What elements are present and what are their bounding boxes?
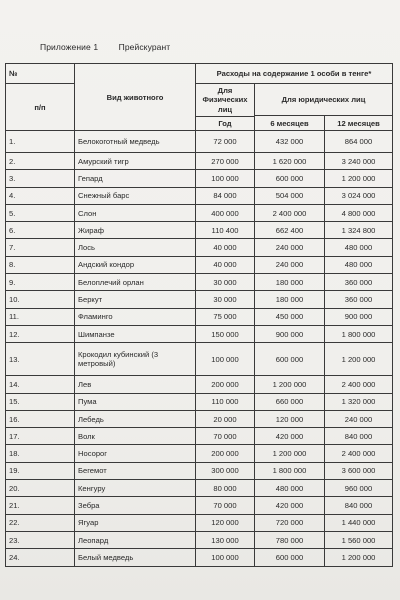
cost-individual-year: 100 000 <box>196 549 255 566</box>
cost-legal-12-months: 1 560 000 <box>325 531 393 548</box>
table-row <box>6 325 393 342</box>
row-number: 1. <box>6 131 75 153</box>
table-row <box>6 131 393 153</box>
animal-name: Белоплечий орлан <box>75 274 196 291</box>
header-number-top: № <box>6 64 75 84</box>
cost-legal-12-months: 900 000 <box>325 308 393 325</box>
cost-legal-6-months: 420 000 <box>255 428 325 445</box>
cost-individual-year: 200 000 <box>196 445 255 462</box>
cost-legal-6-months: 600 000 <box>255 549 325 566</box>
table-row <box>6 480 393 497</box>
animal-name: Беркут <box>75 291 196 308</box>
animal-name: Крокодил кубинский (3 метровый) <box>75 343 196 376</box>
cost-individual-year: 150 000 <box>196 325 255 342</box>
row-number: 23. <box>6 531 75 548</box>
animal-name: Ягуар <box>75 514 196 531</box>
cost-individual-year: 70 000 <box>196 497 255 514</box>
animal-name: Амурский тигр <box>75 153 196 170</box>
cost-individual-year: 300 000 <box>196 462 255 479</box>
table-row <box>6 256 393 273</box>
cost-individual-year: 120 000 <box>196 514 255 531</box>
row-number: 21. <box>6 497 75 514</box>
cost-legal-12-months: 2 400 000 <box>325 376 393 393</box>
animal-name: Шимпанзе <box>75 325 196 342</box>
cost-legal-12-months: 960 000 <box>325 480 393 497</box>
cost-individual-year: 110 400 <box>196 222 255 239</box>
row-number: 2. <box>6 153 75 170</box>
cost-individual-year: 75 000 <box>196 308 255 325</box>
price-table <box>5 63 393 567</box>
cost-legal-12-months: 1 320 000 <box>325 393 393 410</box>
cost-legal-6-months: 180 000 <box>255 291 325 308</box>
cost-legal-12-months: 3 240 000 <box>325 153 393 170</box>
row-number: 16. <box>6 410 75 427</box>
table-row <box>6 514 393 531</box>
cost-legal-6-months: 480 000 <box>255 480 325 497</box>
header-number-bottom: п/п <box>6 84 75 131</box>
animal-name: Волк <box>75 428 196 445</box>
table-row <box>6 204 393 221</box>
cost-legal-6-months: 1 200 000 <box>255 445 325 462</box>
animal-name: Лебедь <box>75 410 196 427</box>
row-number: 8. <box>6 256 75 273</box>
cost-individual-year: 110 000 <box>196 393 255 410</box>
cost-legal-6-months: 1 200 000 <box>255 376 325 393</box>
cost-legal-12-months: 480 000 <box>325 256 393 273</box>
row-number: 24. <box>6 549 75 566</box>
cost-individual-year: 20 000 <box>196 410 255 427</box>
cost-legal-12-months: 240 000 <box>325 410 393 427</box>
table-row <box>6 222 393 239</box>
table-row <box>6 291 393 308</box>
row-number: 20. <box>6 480 75 497</box>
cost-legal-12-months: 1 200 000 <box>325 170 393 187</box>
cost-legal-6-months: 1 620 000 <box>255 153 325 170</box>
cost-legal-12-months: 840 000 <box>325 428 393 445</box>
header-expenses: Расходы на содержание 1 особи в тенге* <box>196 64 393 84</box>
header-animal: Вид животного <box>75 64 196 131</box>
table-row <box>6 170 393 187</box>
cost-legal-12-months: 4 800 000 <box>325 204 393 221</box>
cost-individual-year: 130 000 <box>196 531 255 548</box>
row-number: 17. <box>6 428 75 445</box>
cost-legal-6-months: 450 000 <box>255 308 325 325</box>
header-individuals: Для Физических лиц <box>196 84 255 117</box>
header-year: Год <box>196 117 255 131</box>
table-row <box>6 239 393 256</box>
animal-name: Белый медведь <box>75 549 196 566</box>
cost-legal-12-months: 3 600 000 <box>325 462 393 479</box>
table-row <box>6 445 393 462</box>
cost-legal-12-months: 864 000 <box>325 131 393 153</box>
animal-name: Снежный барс <box>75 187 196 204</box>
cost-legal-12-months: 1 324 800 <box>325 222 393 239</box>
header-six-months: 6 месяцев <box>255 116 325 131</box>
row-number: 13. <box>6 343 75 376</box>
table-row <box>6 343 393 376</box>
cost-legal-12-months: 2 400 000 <box>325 445 393 462</box>
cost-legal-6-months: 420 000 <box>255 497 325 514</box>
row-number: 9. <box>6 274 75 291</box>
animal-name: Пума <box>75 393 196 410</box>
table-row <box>6 410 393 427</box>
cost-individual-year: 40 000 <box>196 239 255 256</box>
cost-legal-12-months: 1 440 000 <box>325 514 393 531</box>
cost-individual-year: 100 000 <box>196 343 255 376</box>
table-row <box>6 187 393 204</box>
cost-individual-year: 200 000 <box>196 376 255 393</box>
cost-legal-6-months: 600 000 <box>255 343 325 376</box>
table-row <box>6 153 393 170</box>
cost-legal-6-months: 240 000 <box>255 239 325 256</box>
cost-legal-6-months: 2 400 000 <box>255 204 325 221</box>
animal-name: Жираф <box>75 222 196 239</box>
animal-name: Лось <box>75 239 196 256</box>
row-number: 11. <box>6 308 75 325</box>
animal-name: Слон <box>75 204 196 221</box>
row-number: 22. <box>6 514 75 531</box>
cost-legal-6-months: 662 400 <box>255 222 325 239</box>
cost-legal-6-months: 1 800 000 <box>255 462 325 479</box>
table-row <box>6 462 393 479</box>
table-row <box>6 274 393 291</box>
cost-legal-6-months: 120 000 <box>255 410 325 427</box>
header-twelve-months: 12 месяцев <box>325 116 393 131</box>
row-number: 6. <box>6 222 75 239</box>
cost-legal-12-months: 480 000 <box>325 239 393 256</box>
cost-individual-year: 72 000 <box>196 131 255 153</box>
table-row <box>6 531 393 548</box>
row-number: 4. <box>6 187 75 204</box>
cost-individual-year: 30 000 <box>196 291 255 308</box>
cost-individual-year: 80 000 <box>196 480 255 497</box>
cost-individual-year: 84 000 <box>196 187 255 204</box>
cost-legal-12-months: 360 000 <box>325 274 393 291</box>
row-number: 18. <box>6 445 75 462</box>
cost-legal-6-months: 900 000 <box>255 325 325 342</box>
row-number: 5. <box>6 204 75 221</box>
cost-legal-6-months: 180 000 <box>255 274 325 291</box>
row-number: 12. <box>6 325 75 342</box>
row-number: 15. <box>6 393 75 410</box>
animal-name: Кенгуру <box>75 480 196 497</box>
header-legal-entities: Для юридических лиц <box>255 84 393 116</box>
cost-legal-12-months: 1 200 000 <box>325 549 393 566</box>
cost-legal-6-months: 600 000 <box>255 170 325 187</box>
animal-name: Лев <box>75 376 196 393</box>
price-table-body <box>6 131 393 567</box>
row-number: 19. <box>6 462 75 479</box>
cost-legal-12-months: 3 024 000 <box>325 187 393 204</box>
table-row <box>6 308 393 325</box>
document-header <box>40 42 170 52</box>
cost-individual-year: 40 000 <box>196 256 255 273</box>
animal-name: Зебра <box>75 497 196 514</box>
animal-name: Гепард <box>75 170 196 187</box>
table-row <box>6 376 393 393</box>
cost-legal-12-months: 360 000 <box>325 291 393 308</box>
table-row <box>6 393 393 410</box>
animal-name: Леопард <box>75 531 196 548</box>
cost-legal-6-months: 240 000 <box>255 256 325 273</box>
cost-individual-year: 30 000 <box>196 274 255 291</box>
cost-legal-12-months: 1 200 000 <box>325 343 393 376</box>
cost-individual-year: 400 000 <box>196 204 255 221</box>
row-number: 14. <box>6 376 75 393</box>
cost-individual-year: 100 000 <box>196 170 255 187</box>
appendix-label: Приложение 1 <box>40 42 99 52</box>
cost-legal-12-months: 840 000 <box>325 497 393 514</box>
animal-name: Носорог <box>75 445 196 462</box>
animal-name: Фламинго <box>75 308 196 325</box>
row-number: 7. <box>6 239 75 256</box>
cost-legal-6-months: 780 000 <box>255 531 325 548</box>
table-row <box>6 549 393 566</box>
cost-legal-6-months: 504 000 <box>255 187 325 204</box>
document-title: Прейскурант <box>118 42 171 52</box>
cost-legal-6-months: 660 000 <box>255 393 325 410</box>
animal-name: Белокоготный медведь <box>75 131 196 153</box>
row-number: 3. <box>6 170 75 187</box>
table-row <box>6 497 393 514</box>
animal-name: Бегемот <box>75 462 196 479</box>
cost-individual-year: 270 000 <box>196 153 255 170</box>
cost-individual-year: 70 000 <box>196 428 255 445</box>
animal-name: Андский кондор <box>75 256 196 273</box>
table-row <box>6 428 393 445</box>
cost-legal-6-months: 432 000 <box>255 131 325 153</box>
cost-legal-12-months: 1 800 000 <box>325 325 393 342</box>
row-number: 10. <box>6 291 75 308</box>
cost-legal-6-months: 720 000 <box>255 514 325 531</box>
